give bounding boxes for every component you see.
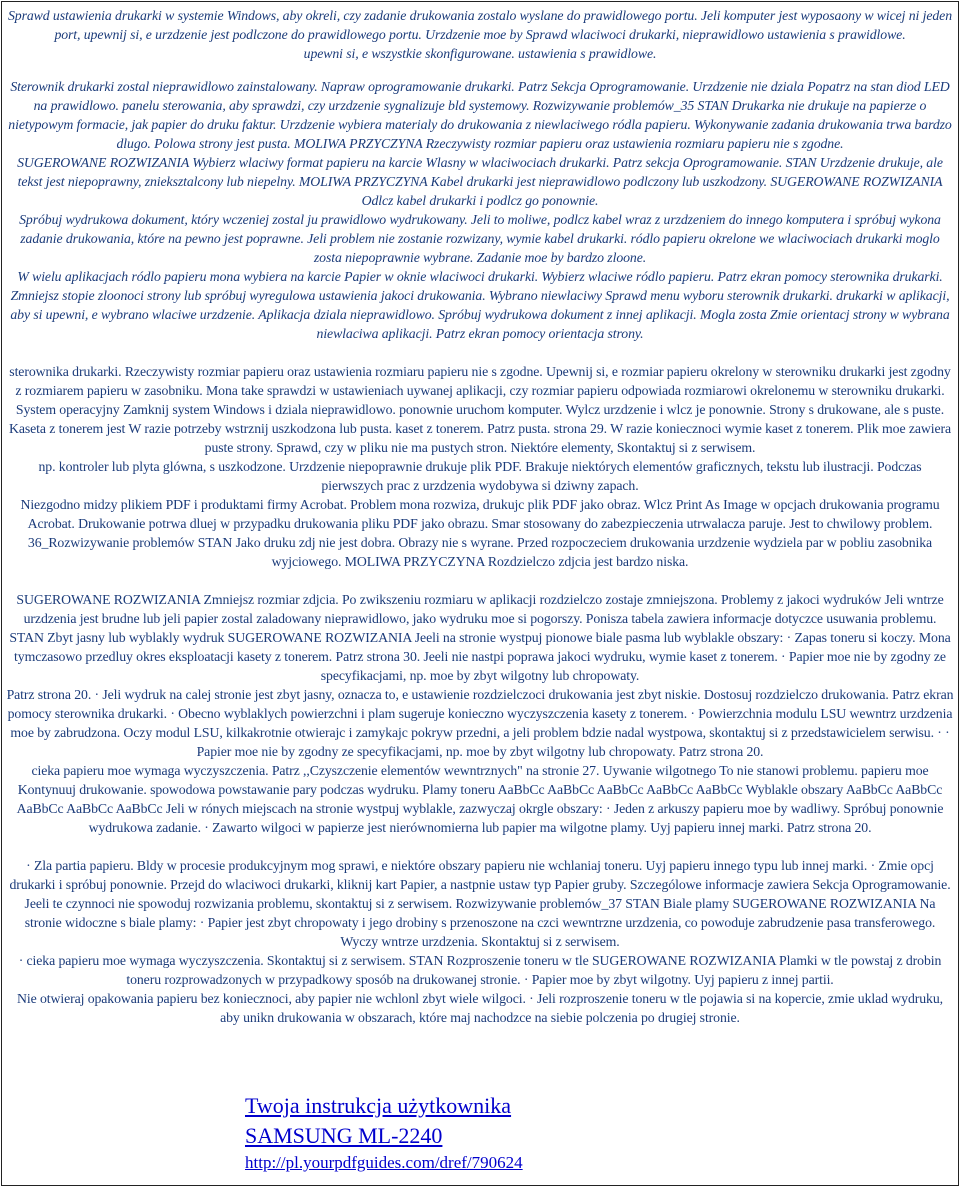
paragraph-gap <box>6 343 954 362</box>
paragraph-gap <box>6 837 954 856</box>
paragraph-paper-size: sterownika drukarki. Rzeczywisty rozmiar papieru oraz ustawienia rozmiaru papieru nie s zgodne. Upewnij si, e rozmiar papieru okrelony w sterowniku drukarki jest zgodny z rozmiarem papieru w zasobniku. Mona take sprawdzi w ustawieniach uywanej aplikacji, czy rozmiar papieru odpowiada rozmiarowi okrelonemu w sterowniku drukarki. System operacyjny Zamknij system Windows i dziala nieprawidlowo. ponownie uruchom komputer. Wylcz urzdzenie i wlcz je ponownie. Strony s drukowane, ale s puste. Kaseta z tonerem jest W razie potrzeby wstrznij uszkodzona lub pusta. kaset z tonerem. Patrz pusta. strona 29. W razie koniecznoci wymie kaset z tonerem. Plik moe zawiera puste strony. Sprawd, czy w pliku nie ma pustych stron. Niektóre elementy, Skontaktuj si z serwisem. np. kontroler lub plyta glówna, s uszkodzone. Urzdzenie niepoprawnie drukuje plik PDF. Brakuje niektórych elementów graficznych, tekstu lub ilustracji. Podczas pierwszych prac z urzdzenia wydobywa si dziwny zapach. Niezgodno midzy plikiem PDF i produktami firmy Acrobat. Problem mona rozwiza, drukujc plik PDF jako obraz. Wlcz Print As Image w opcjach drukowania programu Acrobat. Drukowanie potrwa dluej w przypadku drukowania pliku PDF jako obrazu. Smar stosowany do zabezpieczenia utrwalacza paruje. Jest to chwilowy problem. 36_Rozwizywanie problemów STAN Jako druku zdj nie jest dobra. Obrazy nie s wyrane. Przed rozpoczeciem drukowania urzdzenie wydziela par w pobliu zasobnika wyjciowego. MOLIWA PRZYCZYNA Rozdzielczo zdjcia jest bardzo niska. <box>8 364 952 569</box>
paragraph-driver-issues: Sterownik drukarki zostal nieprawidlowo zainstalowany. Napraw oprogramowanie drukarki. Patrz Sekcja Oprogramowanie. Urzdzenie nie dziala Popatrz na stan diod LED na prawidlowo. panelu sterowania, aby sprawdzi, czy urzdzenie sygnalizuje bld systemowy. Rozwizywanie problemów_35 STAN Drukarka nie drukuje na papierze o nietypowym formacie, jak papier do druku faktur. Urzdzenie wybiera materialy do drukowania z niewlaciwego ródla papieru. Wykonywanie zadania drukowania trwa bardzo dlugo. Polowa strony jest pusta. MOLIWA PRZYCZYNA Rzeczywisty rozmiar papieru oraz ustawienia rozmiaru papieru nie s zgodne. SUGEROWANE ROZWIZANIA Wybierz wlaciwy format papieru na karcie Wlasny w wlaciwociach drukarki. Patrz sekcja Oprogramowanie. STAN Urzdzenie drukuje, ale tekst jest niepoprawny, znieksztalcony lub niepelny. MOLIWA PRZYCZYNA Kabel drukarki jest nieprawidlowo podlczony lub uszkodzony. SUGEROWANE ROZWIZANIA Odlcz kabel drukarki i podlcz go ponownie. Spróbuj wydrukowa dokument, który wczeniej zostal ju prawidlowo wydrukowany. Jeli to moliwe, podlcz kabel wraz z urzdzeniem do innego komputera i spróbuj wykona zadanie drukowania, które na pewno jest poprawne. Jeli problem nie zostanie rozwizany, wymie kabel drukarki. ródlo papieru okrelone we wlaciwociach drukarki moglo zosta niepoprawnie wybrane. Zadanie moe by bardzo zloone. W wielu aplikacjach ródlo papieru mona wybiera na karcie Papier w oknie wlaciwoci drukarki. Wybierz wlaciwe ródlo papieru. Patrz ekran pomocy sterownika drukarki. Zmniejsz stopie zloonoci strony lub spróbuj wyregulowa ustawienia jakoci drukowania. Wybrano niewlaciwy Sprawd menu wyboru sterownik drukarki. drukarki w aplikacji, aby si upewni, e wybrano wlaciwe urzdzenie. Aplikacja dziala nieprawidlowo. Spróbuj wydrukowa dokument z innej aplikacji. Mogla zosta Zmie orientacj strony w wybrana niewlaciwa aplikacji. Patrz ekran pomocy orientacja strony. <box>8 79 952 341</box>
paragraph-gap <box>6 571 954 590</box>
document-page <box>1 1 959 1186</box>
paragraph-printer-port: Sprawd ustawienia drukarki w systemie Windows, aby okreli, czy zadanie drukowania zostalo wyslane do prawidlowego portu. Jeli komputer jest wyposaony w wicej ni jeden port, upewnij si, e urzdzenie jest podlczone do prawidlowego portu. Urzdzenie moe by Sprawd wlaciwoci drukarki, nieprawidlowo ustawienia s prawidlowe. upewni si, e wszystkie skonfigurowane. ustawienia s prawidlowe. <box>8 8 952 61</box>
manual-url-link[interactable]: http://pl.yourpdfguides.com/dref/790624 <box>245 1153 523 1172</box>
footer-links <box>245 1091 523 1175</box>
paragraph-white-spots: · Zla partia papieru. Bldy w procesie produkcyjnym mog sprawi, e niektóre obszary papieru nie wchlaniaj toneru. Uyj papieru innego typu lub innej marki. · Zmie opcj drukarki i spróbuj ponownie. Przejd do wlaciwoci drukarki, kliknij kart Papier, a nastpnie ustaw typ Papier gruby. Szczególowe informacje zawiera Sekcja Oprogramowanie. Jeeli te czynnoci nie spowoduj rozwizania problemu, skontaktuj si z serwisem. Rozwizywanie problemów_37 STAN Biale plamy SUGEROWANE ROZWIZANIA Na stronie widoczne s biale plamy: · Papier jest zbyt chropowaty i jego drobiny s przenoszone na czci wewntrzne urzdzenia, co powoduje zabrudzenie pasa transferowego. Wyczy wntrze urzdzenia. Skontaktuj si z serwisem. · cieka papieru moe wymaga wyczyszczenia. Skontaktuj si z serwisem. STAN Rozproszenie toneru w tle SUGEROWANE ROZWIZANIA Plamki w tle powstaj z drobin toneru rozprowadzonych w przypadkowy sposób na drukowanej stronie. · Papier moe by zbyt wilgotny. Uyj papieru z innej partii. Nie otwieraj opakowania papieru bez koniecznoci, aby papier nie wchlonl zbyt wiele wilgoci. · Jeli rozproszenie toneru w tle pojawia si na kopercie, zmie uklad wydruku, aby unikn drukowania w obszarach, które maj nachodzce na siebie polczenia po drugiej stronie. <box>9 858 951 1025</box>
manual-title-link[interactable]: Twoja instrukcja użytkownika <box>245 1093 512 1118</box>
model-link[interactable]: SAMSUNG ML-2240 <box>245 1123 443 1148</box>
paragraph-print-quality: SUGEROWANE ROZWIZANIA Zmniejsz rozmiar zdjcia. Po zwikszeniu rozmiaru w aplikacji rozdzielczo zostaje zmniejszona. Problemy z jakoci wydruków Jeli wntrze urzdzenia jest brudne lub jeli papier zostal zaladowany nieprawidlowo, jako wydruku moe si pogorszy. Ponisza tabela zawiera informacje dotyczce usuwania problemu. STAN Zbyt jasny lub wyblakly wydruk SUGEROWANE ROZWIZANIA Jeeli na stronie wystpuj pionowe biale pasma lub wyblakle obszary: · Zapas toneru si koczy. Mona tymczasowo przedluy okres eksploatacji kasety z tonerem. Patrz strona 30. Jeeli nie nastpi poprawa jakoci wydruku, wymie kaset z tonerem. · Papier moe nie by zgodny ze specyfikacjami, np. moe by zbyt wilgotny lub chropowaty. Patrz strona 20. · Jeli wydruk na calej stronie jest zbyt jasny, oznacza to, e ustawienie rozdzielczoci drukowania jest zbyt niskie. Dostosuj rozdzielczo drukowania. Patrz ekran pomocy sterownika drukarki. · Obecno wyblaklych powierzchni i plam sugeruje konieczno wyczyszczenia kasety z tonerem. · Powierzchnia modulu LSU wewntrz urzdzenia moe by zabrudzona. Oczy modul LSU, kilkakrotnie otwierajc i zamykajc pokryw przedni, a jeli problem bdzie nadal wystpowa, skontaktuj si z przedstawicielem serwisu. · · Papier moe nie by zgodny ze specyfikacjami, np. moe by zbyt wilgotny lub chropowaty. Patrz strona 20. cieka papieru moe wymaga wyczyszczenia. Patrz ,,Czyszczenie elementów wewntrznych" na stronie 27. Uywanie wilgotnego To nie stanowi problemu. papieru moe Kontynuuj drukowanie. spowodowa powstawanie pary podczas wydruku. Plamy toneru AaBbCc AaBbCc AaBbCc AaBbCc AaBbCc Wyblakle obszary AaBbCc AaBbCc AaBbCc AaBbCc AaBbCc Jeli w rónych miejscach na stronie wystpuj wyblakle, zazwyczaj okrgle obszary: · Jeden z arkuszy papieru moe by wadliwy. Spróbuj ponownie wydrukowa zadanie. · Zawarto wilgoci w papierze jest nierównomierna lub papier ma wilgotne plamy. Uyj papieru innej marki. Patrz strona 20. <box>6 592 954 835</box>
paragraph-gap <box>6 63 954 77</box>
